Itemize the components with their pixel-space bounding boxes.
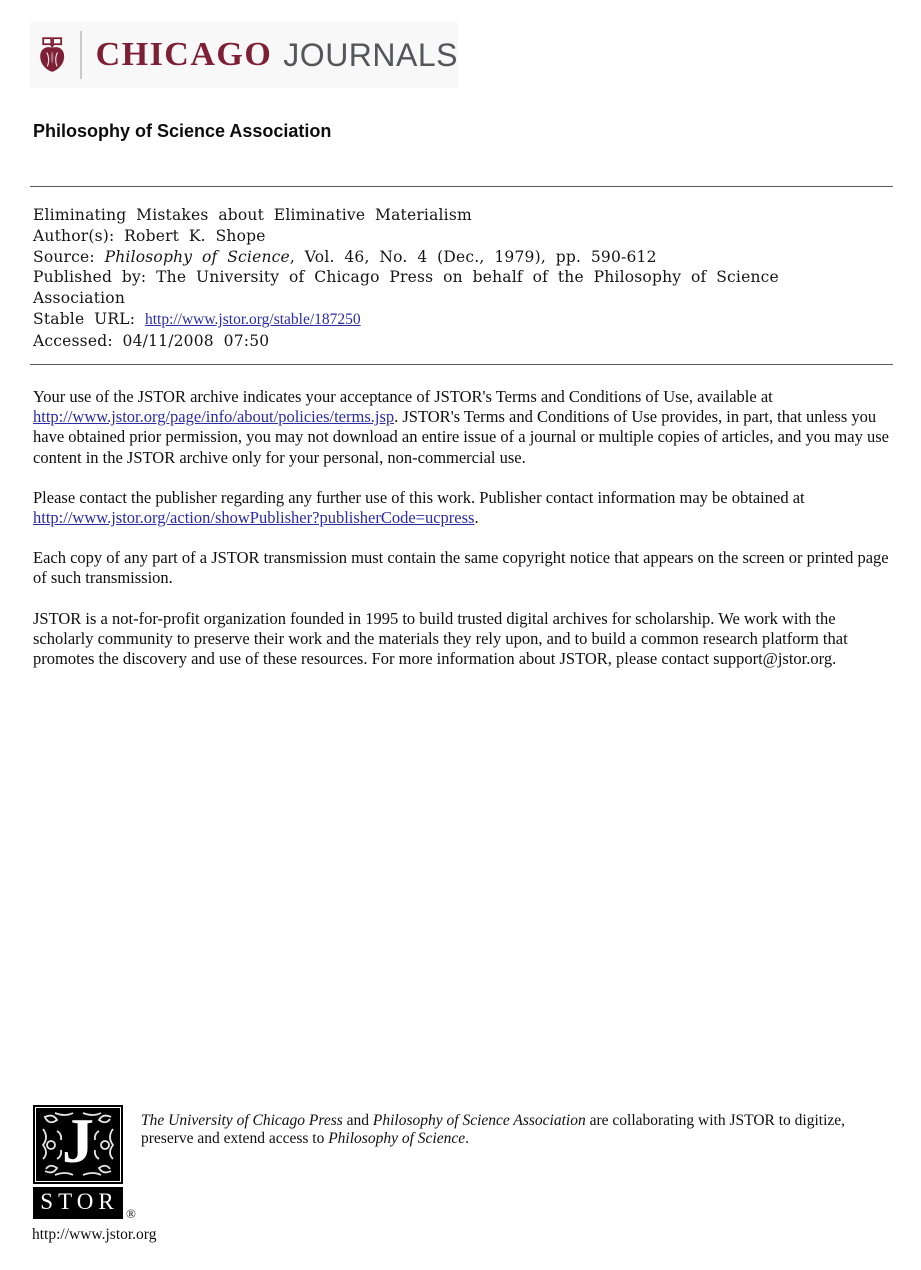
terms-text: . [474,508,479,528]
collab-text: are collaborating with JSTOR to digitize, preserve and extend access to [141,1112,846,1147]
collab-society-name: Philosophy of Science Association [372,1112,586,1129]
terms-text: Your use of the JSTOR archive indicates your acceptance of JSTOR's Terms and Conditions of Use, available at [33,387,773,406]
terms-paragraph-2 [33,488,891,528]
uchicago-phoenix-icon [36,24,68,86]
source-label: Source: [33,247,105,266]
divider-top [30,186,893,187]
collab-journal-name: Philosophy of Science [328,1129,466,1147]
article-source [33,247,901,268]
terms-block [33,387,891,689]
collab-press-name: The University of Chicago Press [141,1112,343,1129]
terms-text: . JSTOR's Terms and Conditions of Use provides, in part, that unless you have obtained prior permission, you may not download an entire issue of a journal or multiple copies of articles, and you may use content in the JSTOR archive only for your personal, non-commercial use. [33,407,889,467]
stable-url-label: Stable URL: [33,309,145,328]
terms-paragraph-4: JSTOR is a not-for-profit organization founded in 1995 to build trusted digital archives for scholarship. We work with the scholarly community to preserve their work and the materials they rely upon, and to build a common research platform that promotes the discovery and use of these resources. For more information about JSTOR, please contact support@jstor.org. [33,608,848,669]
article-stable-url [33,309,901,331]
source-journal-title: Philosophy of Science [104,247,290,266]
society-name: Philosophy of Science Association [33,121,332,141]
registered-trademark-symbol: ® [126,1206,136,1221]
stable-url-link[interactable]: http://www.jstor.org/stable/187250 [144,310,361,328]
chicago-wordmark: CHICAGO [95,36,273,73]
article-publisher-line2: Association [33,289,126,308]
jstor-logo-stor: STOR [33,1187,123,1219]
article-title: Eliminating Mistakes about Eliminative Materialism [33,206,472,224]
jstor-logo-art [33,1105,123,1184]
article-publisher-line1: Published by: The University of Chicago Press on behalf of the Philosophy of Science [33,268,779,287]
collab-text: . [465,1129,469,1147]
jstor-logo-j: J [62,1104,94,1176]
article-accessed: Accessed: 04/11/2008 07:50 [33,331,270,350]
chicago-journals-logo [30,22,458,88]
terms-text: Please contact the publisher regarding any further use of this work. Publisher contact information may be obtained at [33,487,805,507]
divider-citation [30,364,893,365]
terms-paragraph-1 [33,387,891,468]
citation-block [33,205,901,352]
jstor-logo [33,1105,123,1219]
collab-text: and [342,1112,373,1129]
logo-divider [80,31,81,79]
article-authors: Author(s): Robert K. Shope [33,226,266,245]
terms-paragraph-3: Each copy of any part of a JSTOR transmission must contain the same copyright notice that appears on the screen or printed page of such transmission. [33,548,889,588]
terms-policy-link[interactable]: http://www.jstor.org/page/info/about/policies/terms.jsp [33,407,395,427]
publisher-contact-link[interactable]: http://www.jstor.org/action/showPublisher?publisherCode=ucpress [33,508,475,528]
jstor-homepage-url: http://www.jstor.org [32,1226,157,1243]
journals-wordmark: JOURNALS [283,36,458,73]
collaboration-note [141,1112,878,1147]
source-volume-info: , Vol. 46, No. 4 (Dec., 1979), pp. 590-612 [289,247,657,266]
